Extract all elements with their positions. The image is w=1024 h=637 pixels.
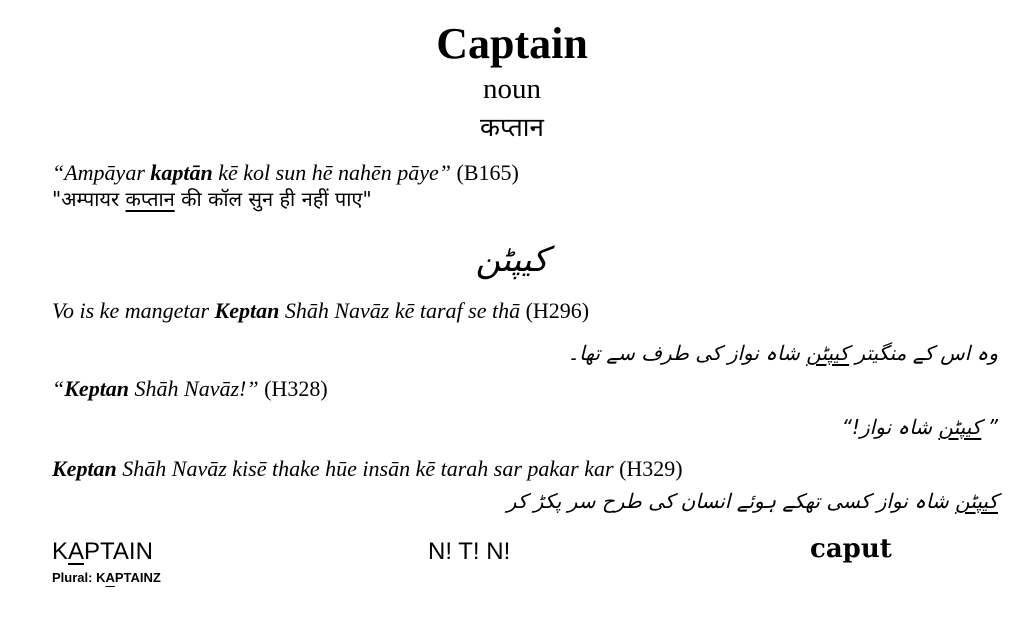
urdu-example-4-post: شاہ نواز کسی تھکے ہوئے انسان کی طرح سر پکڑ کر: [506, 489, 956, 513]
urdu-example-4: [507, 486, 998, 516]
urdu-example-3-post: شاہ نواز!“: [841, 415, 939, 439]
example-3-post: Shāh Navāz!”: [129, 376, 259, 401]
ntn-notation: N! T! N!: [428, 538, 511, 565]
plural-stressed-a: A: [105, 570, 115, 585]
phonetic-k: K: [52, 538, 69, 565]
urdu-headword: کیپٹن: [475, 240, 549, 280]
example-4-post: Shāh Navāz kisē thake hūe insān kē tarah sar pakar kar: [116, 456, 614, 481]
example-1: [52, 160, 519, 186]
example-1-pre: “Ampāyar: [52, 160, 151, 185]
example-2-pre: Vo is ke mangetar: [52, 298, 215, 323]
example-4-ref: (H329): [613, 456, 683, 481]
phonetic-rest: PTAIN: [84, 538, 153, 565]
example-1-post: kē kol sun hē nahēn pāye”: [212, 160, 452, 185]
headword: Captain: [436, 19, 588, 68]
urdu-example-3-keyword: کیپٹن: [938, 415, 982, 439]
example-3-keyword: Keptan: [64, 376, 130, 401]
plural-label: Plural:: [52, 570, 97, 585]
urdu-example-2-post: شاہ نواز کی طرف سے تھا۔: [567, 341, 807, 365]
hindi-headword: कप्तान: [480, 113, 544, 143]
urdu-example-2: [567, 338, 998, 368]
example-3-ref: (H328): [258, 376, 328, 401]
phonetic-spelling: [52, 538, 153, 566]
phonetic-stressed-a: A: [68, 538, 85, 565]
hindi-example-pre: "अम्पायर: [52, 187, 126, 211]
example-3: [52, 376, 328, 402]
example-3-pre: “: [52, 376, 65, 401]
example-1-keyword: kaptān: [150, 160, 213, 185]
plural-k: K: [96, 570, 106, 585]
hindi-example-keyword: कप्तान: [125, 187, 175, 211]
urdu-example-3-pre: ”: [981, 415, 998, 439]
example-4: [52, 456, 683, 482]
etymology-root: caput: [810, 534, 892, 564]
urdu-example-2-keyword: کیپٹن: [806, 341, 850, 365]
example-4-keyword: Keptan: [52, 456, 117, 481]
urdu-example-4-keyword: کیپٹن: [955, 489, 998, 513]
urdu-example-3: [842, 412, 998, 442]
plural-form: [52, 570, 161, 586]
example-2-post: Shāh Navāz kē taraf se thā: [279, 298, 521, 323]
plural-rest: PTAINZ: [114, 570, 161, 585]
hindi-example-post: की कॉल सुन ही नहीं पाए": [174, 187, 372, 211]
example-1-ref: (B165): [451, 160, 519, 185]
hindi-example: [52, 186, 372, 212]
part-of-speech: noun: [483, 73, 541, 105]
example-2: [52, 298, 589, 324]
example-2-keyword: Keptan: [214, 298, 280, 323]
urdu-example-2-pre: وہ اس کے منگیتر: [849, 341, 998, 365]
example-2-ref: (H296): [520, 298, 590, 323]
